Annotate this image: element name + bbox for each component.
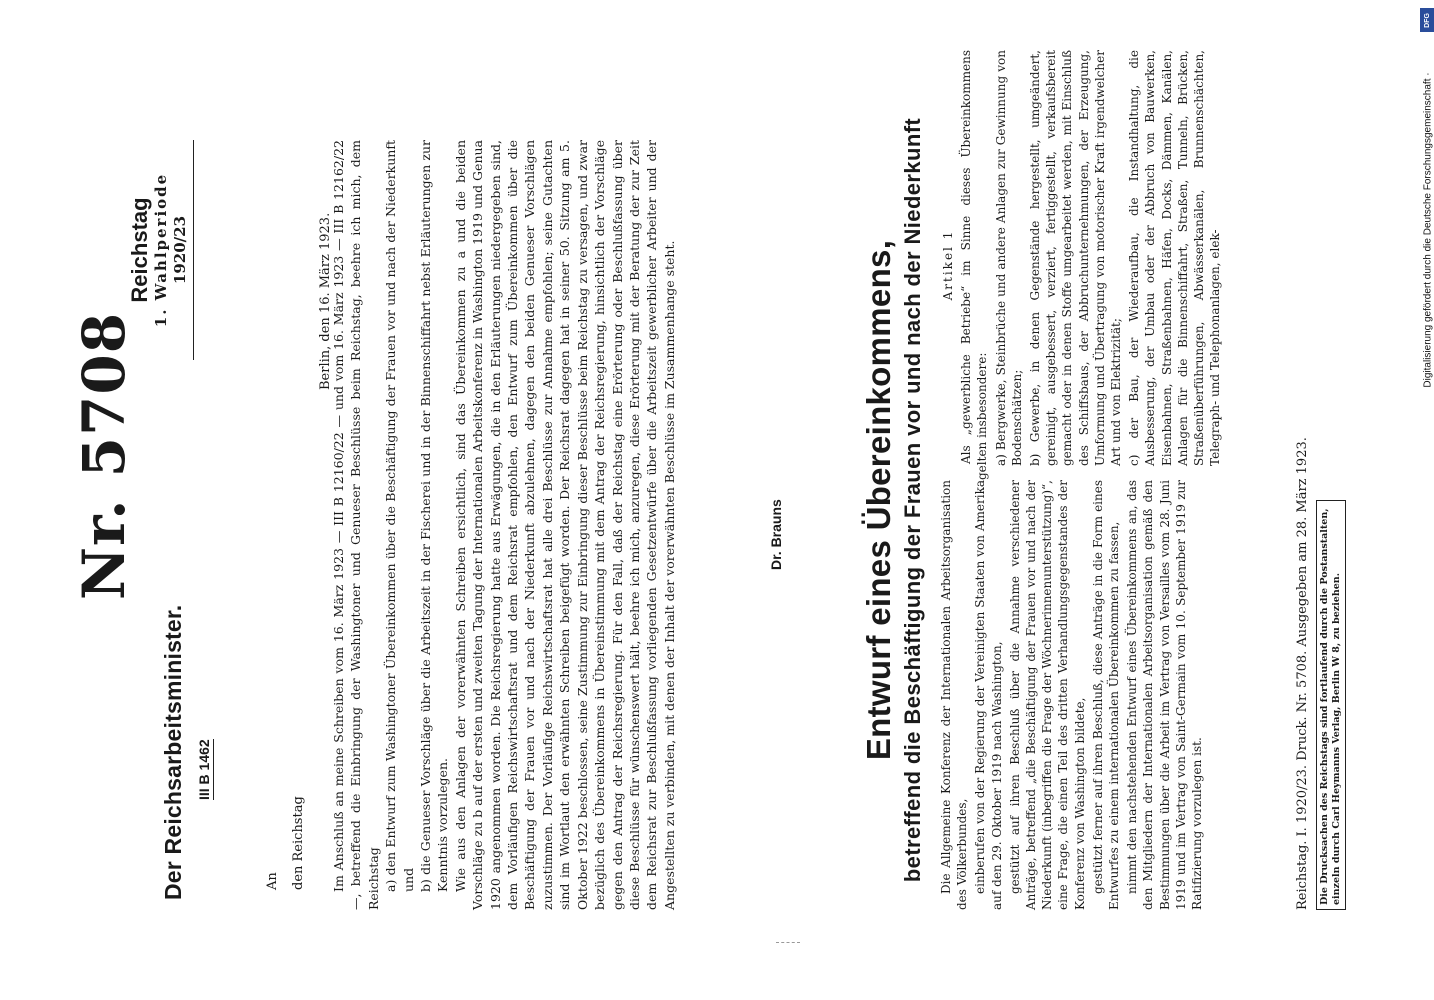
scan-mark xyxy=(776,942,800,943)
addressee-line-1: An xyxy=(265,872,280,890)
preamble-4: gestützt ferner auf ihren Beschluß, diese Anträge in die Form eines Entwurfes zu einem internationalen Übereinkommen zu fassen, xyxy=(1090,480,1122,910)
distribution-note: Die Drucksachen des Reichstags sind fortlaufend durch die Postanstalten, einzeln durch Carl Heymanns Verlag, Berlin W 8, zu beziehen. xyxy=(1316,500,1346,910)
letter-body xyxy=(330,140,678,910)
reichstag-box xyxy=(128,140,194,360)
preamble-3: gestützt auf ihren Beschluß über die Annahme verschiedener Anträge, betreffend „die Beschäftigung der Frauen vor und nach der Niederkunft (inbegriffen die Frage der Wöchnerinnenunterstützung)“, eine Frage, die einen Teil des dritten Verhandlungsgegenstandes der Konferenz von Washington bildete, xyxy=(1007,480,1087,910)
draft-right-column xyxy=(938,50,1225,480)
letter-intro: Im Anschluß an meine Schreiben vom 16. März 1923 — III B 12160/22 — und vom 16. März 1923 — III B 12162/22 —, betreffend die Einbringung der Washingtoner und Genueser Beschlüsse beim Reichstag, beehre ich mich, dem Reichstag xyxy=(331,140,381,910)
funding-credit-text: Digitalisierung gefördert durch die Deutsche Forschungsgemeinschaft · xyxy=(1422,72,1434,388)
draft-title: Entwurf eines Übereinkommens, xyxy=(860,239,897,761)
letter-item-b: b) die Genueser Vorschläge über die Arbeitszeit in der Fischerei und in der Binnenschiffahrt nebst Erläuterungen zur Kenntnis vorzulegen. xyxy=(418,140,451,892)
period-years: 1920/23 xyxy=(171,215,189,285)
letter-paragraph: Wie aus den Anlagen der vorerwähnten Schreiben ersichtlich, sind das Übereinkommen zu a und die beiden Vorschläge zu b auf der ersten und zweiten Tagung der Internationalen Arbeitskonferenz in Washington 1919 und Genua 1920 angenommen worden. Die Reichsregierung hatte aus Erwägungen, die in den Erläuterungen niedergegeben sind, dem Vorläufigen Reichswirtschaftsrat und dem Reichsrat empfohlen, den Entwurf zum Übereinkommen über die Beschäftigung der Frauen vor und nach der Niederkunft abzulehnen, dagegen den beiden Genueser Vorschlägen zuzustimmen. Der Vorläufige Reichswirtschaftsrat hat alle drei Beschlüsse zur Annahme empfohlen; seine Gutachten sind im Wortlaut den erwähnten Schreiben beigefügt worden. Der Reichsrat dagegen hat in seiner 50. Sitzung am 5. Oktober 1922 beschlossen, seine Zustimmung zur Einbringung dieser Beschlüsse beim Reichstag zu versagen, und zwar bezüglich des Übereinkommens in Übereinstimmung mit dem Antrag der Reichsregierung, hinsichtlich der Vorschläge gegen den Antrag der Reichsregierung. Für den Fall, daß der Reichstag eine Erörterung oder Beschlußfassung über diese Beschlüsse für wünschenswert hält, beehre ich mich, anzuregen, diese Erörterung mit der Beratung der zur Zeit dem Reichsrat zur Beschlußfassung vorliegenden Gesetzentwürfe über die Arbeitszeit gewerblicher Arbeiter und der Angestellten zu verbinden, mit denen der Inhalt der vorerwähnten Beschlüsse im Zusammenhange steht. xyxy=(452,140,677,910)
signature: Dr. Brauns xyxy=(768,499,784,570)
addressee-line-2: den Reichstag xyxy=(291,796,306,890)
article-intro: Als „gewerbliche Betriebe“ im Sinne dieses Übereinkommens gelten insbesondere: xyxy=(959,50,990,480)
funding-credit xyxy=(1400,40,1434,420)
reference-number: III B 1462 xyxy=(196,739,212,800)
preamble-5: nimmt den nachstehenden Entwurf eines Übereinkommens an, das den Mitgliedern der Internationalen Arbeitsorganisation gemäß den Bestimmungen über die Arbeit im Vertrag von Versailles vom 28. Juni 1919 und im Vertrag von Saint-Germain vom 10. September 1919 zur Ratifizierung vorzulegen ist. xyxy=(1125,480,1205,910)
letter-date: Berlin, den 16. März 1923. xyxy=(318,212,333,390)
dfg-logo xyxy=(1420,8,1434,32)
preamble-1: Die Allgemeine Konferenz der Internationalen Arbeitsorganisation des Völkerbundes, xyxy=(939,480,970,910)
electoral-period: 1. Wahlperiode xyxy=(152,172,170,328)
draft-subtitle: betreffend die Beschäftigung der Frauen vor und nach der Niederkunft xyxy=(900,117,925,883)
article-item-a: a) Bergwerke, Steinbrüche und andere Anlagen zur Gewinnung von Bodenschätzen; xyxy=(993,50,1024,466)
addressee xyxy=(260,796,312,890)
dfg-logo-text: DFG xyxy=(1423,12,1431,28)
print-footer: Reichstag. I. 1920/23. Druck. Nr. 5708. Ausgegeben am 28. März 1923. xyxy=(1295,437,1310,910)
letter-item-a: a) den Entwurf zum Washingtoner Übereinkommen über die Beschäftigung der Frauen vor und nach der Niederkunft und xyxy=(383,140,416,892)
preamble-2: einberufen von der Regierung der Vereinigten Staaten von Amerika auf den 29. Oktober 1919 nach Washington, xyxy=(973,480,1004,910)
article-heading: Artikel 1 xyxy=(941,229,955,301)
article-item-b: b) Gewerbe, in denen Gegenstände hergestellt, umgeändert, gereinigt, ausgebessert, verziert, fertiggestellt, verkaufsbereit gemacht oder in denen Stoffe umgearbeitet werden, mit Einschluß des Schiffsbaus, der Abbruchunternehmungen, der Erzeugung, Umformung und Übertragung von motorischer Kraft irgendwelcher Art und von Elektrizität; xyxy=(1028,50,1124,466)
ministry-heading: Der Reichsarbeitsminister. xyxy=(160,604,186,900)
reichstag-title: Reichstag xyxy=(127,197,152,303)
document-number: Nr. 5708 xyxy=(70,311,138,600)
digitization-sidebar xyxy=(1420,0,1434,1000)
draft-left-column xyxy=(938,480,1207,910)
article-item-c: c) der Bau, der Wiederaufbau, die Instandhaltung, die Ausbesserung, der Umbau oder der Abbruch von Bauwerken, Eisenbahnen, Straßenbahnen, Häfen, Docks, Dämmen, Kanälen, Anlagen für die Binnenschiffahrt, Straßen, Tunneln, Brücken, Straßenüberführungen, Abwässerkanälen, Brunnenschächten, Telegraph- und Telephonanlagen, elek- xyxy=(1127,50,1223,466)
